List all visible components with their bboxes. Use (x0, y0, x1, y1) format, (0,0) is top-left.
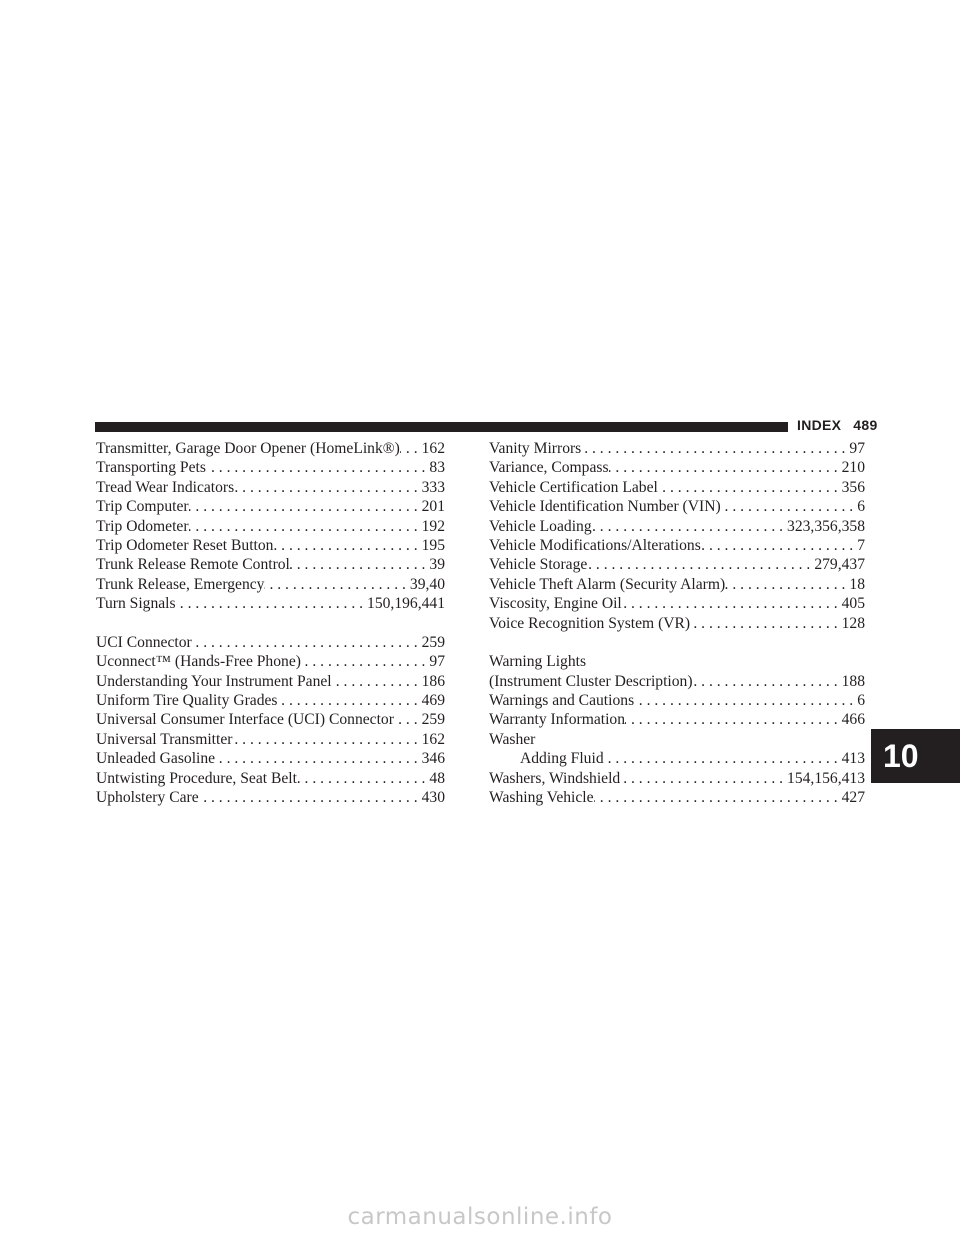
dot-leader (594, 788, 838, 807)
index-pages: 6 (857, 692, 865, 710)
index-pages: 192 (421, 517, 445, 535)
index-entry (489, 555, 865, 574)
index-term: Warnings and Cautions (489, 692, 635, 710)
index-term: Trunk Release, Emergency (96, 575, 265, 593)
index-entry (96, 691, 445, 710)
dot-leader (609, 458, 838, 477)
dot-leader (192, 633, 418, 652)
index-pages: 466 (841, 711, 865, 729)
index-term: Adding Fluid (520, 750, 604, 768)
index-entry (489, 769, 865, 788)
index-entry (489, 691, 865, 710)
index-term: Vehicle Theft Alarm (Security Alarm) (489, 575, 726, 593)
index-term: Variance, Compass (489, 459, 609, 477)
index-pages: 162 (421, 730, 445, 748)
dot-leader (273, 536, 417, 555)
index-entry (489, 594, 865, 613)
index-entry (489, 536, 865, 555)
index-term: Untwisting Procedure, Seat Belt (96, 769, 297, 787)
index-column-left (96, 439, 445, 807)
index-pages: 39 (429, 556, 445, 574)
group-spacer (489, 633, 865, 652)
index-entry (96, 710, 445, 729)
dot-leader (199, 788, 418, 807)
index-heading-warning-lights: Warning Lights (489, 653, 587, 671)
index-term: Washing Vehicle (489, 789, 594, 807)
index-term: Vanity Mirrors (489, 440, 582, 457)
index-pages: 7 (857, 536, 865, 554)
index-term: Vehicle Loading (489, 517, 592, 535)
dot-leader (592, 517, 783, 536)
index-term: Tread Wear Indicators (96, 478, 235, 496)
dot-leader (625, 710, 838, 729)
index-entry (96, 458, 445, 477)
index-pages: 186 (421, 672, 445, 690)
index-term: Vehicle Modifications/Alterations (489, 536, 701, 554)
dot-leader (400, 439, 418, 458)
dot-leader (234, 478, 417, 497)
index-entry (489, 439, 865, 458)
index-term: Unleaded Gasoline (96, 750, 216, 768)
index-term: Vehicle Identification Number (VIN) (489, 498, 721, 516)
index-pages: 201 (421, 498, 445, 516)
index-pages: 195 (421, 536, 445, 554)
dot-leader (587, 555, 810, 574)
index-term: Uconnect™ (Hands-Free Phone) (96, 653, 301, 671)
dot-leader (297, 769, 425, 788)
index-entry (96, 633, 445, 652)
index-entry (489, 517, 865, 536)
index-term: (Instrument Cluster Description) (489, 672, 693, 690)
index-term: Uniform Tire Quality Grades (96, 692, 278, 710)
dot-leader (332, 672, 418, 691)
index-entry (96, 517, 445, 536)
dot-leader (176, 594, 363, 613)
dot-leader (290, 555, 426, 574)
index-entry (96, 555, 445, 574)
index-entry (96, 575, 445, 594)
header-page-number: 489 (853, 417, 878, 433)
index-group-u (96, 633, 445, 808)
running-header (797, 417, 878, 433)
index-entry (489, 458, 865, 477)
dot-leader (232, 730, 417, 749)
index-pages: 259 (421, 633, 445, 651)
dot-leader (264, 575, 405, 594)
index-column-right (489, 439, 865, 807)
dot-leader (690, 614, 837, 633)
index-entry (489, 788, 865, 807)
index-pages: 405 (841, 595, 865, 613)
index-pages: 150,196,441 (367, 595, 445, 613)
index-term: Voice Recognition System (VR) (489, 614, 691, 632)
index-term: Viscosity, Engine Oil (489, 595, 622, 613)
index-entry (489, 710, 865, 729)
index-pages: 346 (421, 750, 445, 768)
index-pages: 6 (857, 498, 865, 516)
dot-leader (581, 439, 845, 458)
index-pages: 18 (849, 575, 865, 593)
index-term: Trip Odometer Reset Button (96, 536, 274, 554)
index-group-w (489, 652, 865, 807)
header-rule (95, 422, 788, 432)
chapter-tab: 10 (871, 729, 960, 783)
index-term: UCI Connector (96, 633, 192, 651)
index-entry (96, 788, 445, 807)
dot-leader (604, 749, 838, 768)
index-pages: 430 (421, 789, 445, 807)
index-pages: 162 (421, 440, 445, 457)
index-pages: 413 (841, 750, 865, 768)
group-spacer (96, 614, 445, 633)
index-entry (489, 478, 865, 497)
dot-leader (394, 710, 418, 729)
index-term: Universal Transmitter (96, 730, 233, 748)
dot-leader (206, 458, 426, 477)
index-pages: 188 (841, 672, 865, 690)
index-entry (96, 594, 445, 613)
dot-leader (189, 497, 418, 516)
dot-leader (620, 769, 783, 788)
index-pages: 210 (841, 459, 865, 477)
index-term: Upholstery Care (96, 789, 199, 807)
index-pages: 97 (429, 653, 445, 671)
index-term: Understanding Your Instrument Panel (96, 672, 332, 690)
index-heading-washer: Washer (489, 730, 536, 748)
index-group-t (96, 439, 445, 614)
dot-leader (693, 672, 838, 691)
index-term: Trip Computer (96, 498, 189, 516)
index-entry (96, 652, 445, 671)
dot-leader (725, 575, 845, 594)
watermark-text: carmanualsonline.info (347, 1204, 613, 1230)
index-entry (96, 497, 445, 516)
index-pages: 97 (849, 440, 865, 457)
index-term: Turn Signals (96, 595, 176, 613)
index-group-v (489, 439, 865, 633)
index-entry (489, 575, 865, 594)
index-pages: 259 (421, 711, 445, 729)
index-pages: 323,356,358 (787, 517, 865, 535)
index-term: Trunk Release Remote Control (96, 556, 290, 574)
dot-leader (721, 497, 854, 516)
dot-leader (189, 517, 418, 536)
index-pages: 83 (429, 459, 445, 477)
dot-leader (634, 691, 853, 710)
index-entry (489, 497, 865, 516)
index-entry (489, 672, 865, 691)
dot-leader (622, 594, 838, 613)
index-entry (96, 730, 445, 749)
dot-leader (215, 749, 418, 768)
index-pages: 356 (841, 478, 865, 496)
index-pages: 48 (429, 769, 445, 787)
dot-leader (277, 691, 417, 710)
header-section-label: INDEX (797, 417, 842, 433)
index-entry (96, 749, 445, 768)
index-subentry (489, 749, 865, 768)
index-term: Trip Odometer (96, 517, 189, 535)
index-term: Vehicle Storage (489, 556, 588, 574)
dot-leader (301, 652, 425, 671)
index-term: Transporting Pets (96, 459, 206, 477)
index-entry (96, 478, 445, 497)
index-pages: 128 (841, 614, 865, 632)
index-entry (96, 769, 445, 788)
index-pages: 333 (421, 478, 445, 496)
index-term: Universal Consumer Interface (UCI) Connector (96, 711, 394, 729)
index-term: Warranty Information (489, 711, 626, 729)
index-term: Washers, Windshield (489, 769, 621, 787)
index-entry (96, 439, 445, 458)
index-term: Transmitter, Garage Door Opener (HomeLink®) (96, 440, 400, 457)
index-pages: 427 (841, 789, 865, 807)
dot-leader (658, 478, 838, 497)
index-pages: 279,437 (814, 556, 865, 574)
index-term: Vehicle Certification Label (489, 478, 658, 496)
index-pages: 154,156,413 (787, 769, 865, 787)
index-entry (96, 672, 445, 691)
index-pages: 469 (421, 692, 445, 710)
dot-leader (701, 536, 853, 555)
index-entry (489, 614, 865, 633)
index-pages: 39,40 (409, 575, 445, 593)
index-entry (96, 536, 445, 555)
